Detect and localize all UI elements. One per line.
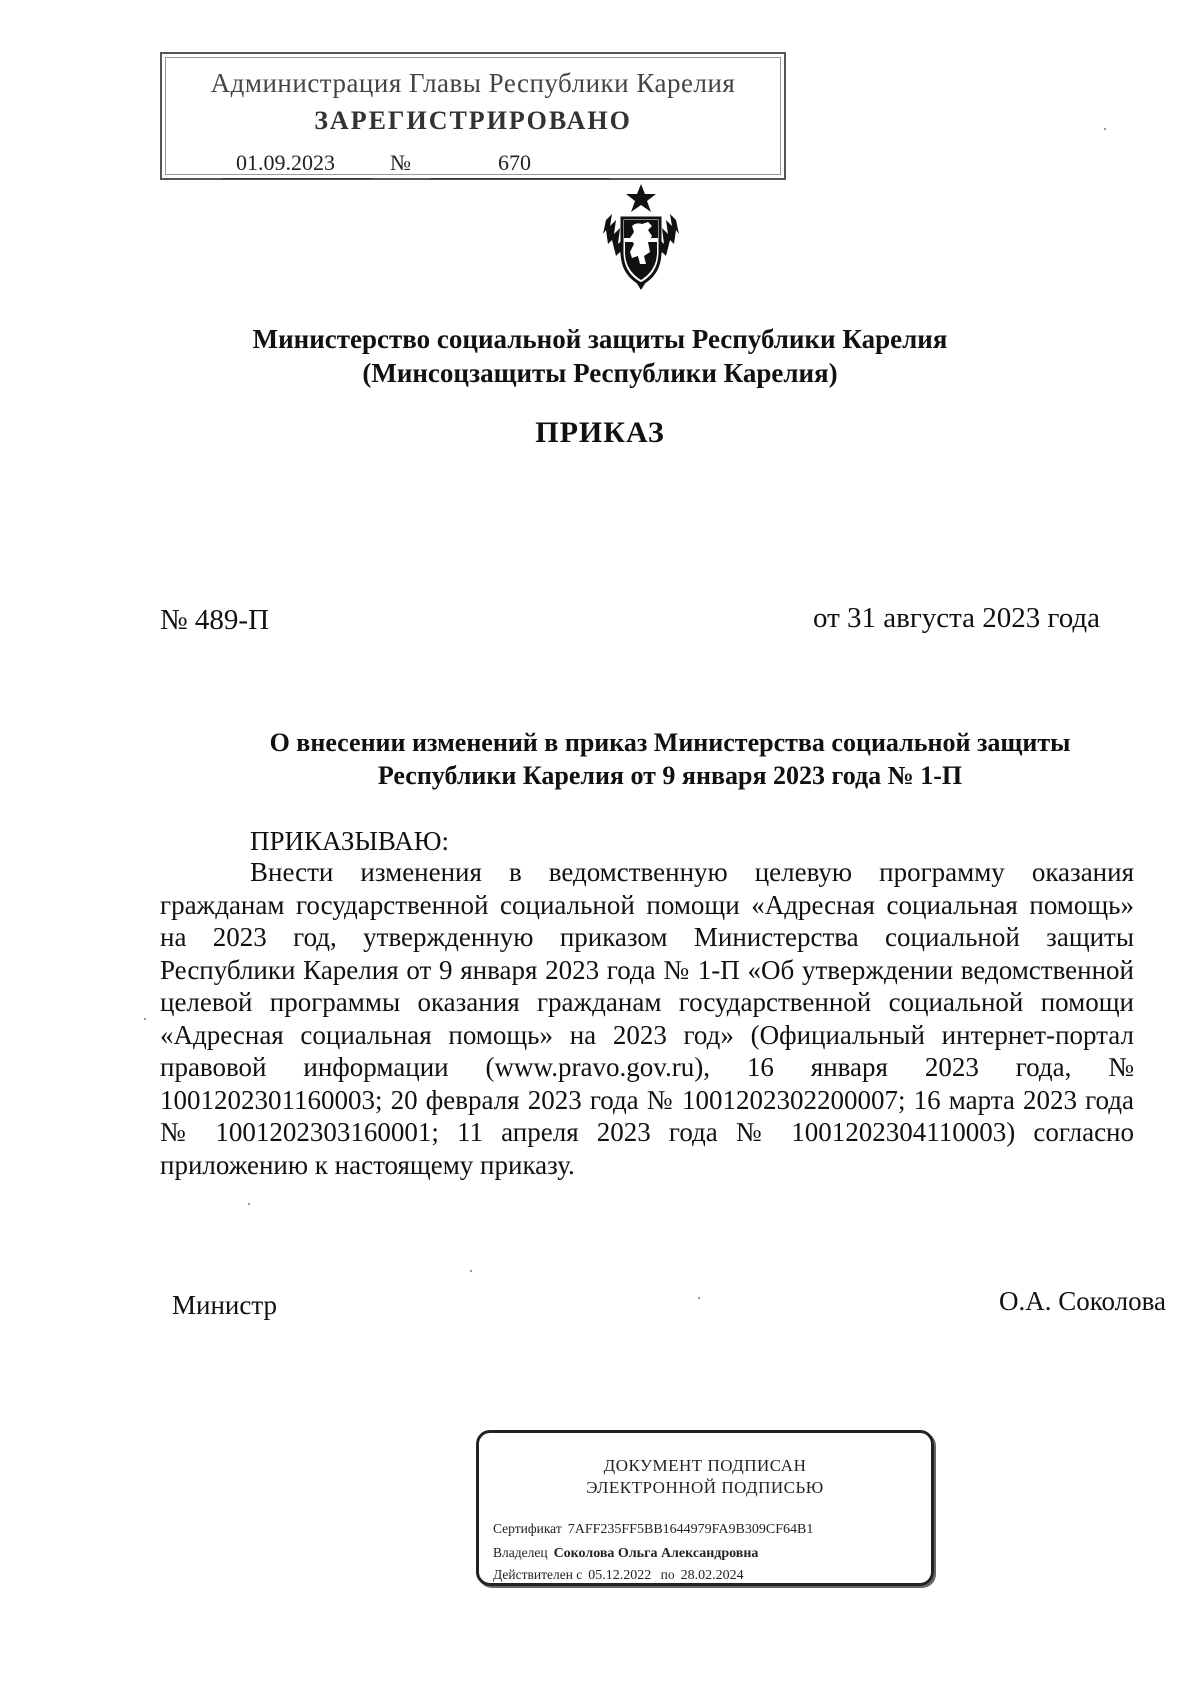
ministry-header (0, 322, 1200, 390)
coat-of-arms-icon (596, 182, 686, 294)
esig-header (479, 1455, 931, 1499)
esig-owner-row (493, 1545, 758, 1562)
esig-valid-to: 28.02.2024 (680, 1568, 744, 1583)
order-number: № 489-П (160, 604, 270, 636)
subject-line-2: Республики Карелия от 9 января 2023 года № 1-П (377, 761, 963, 790)
esig-valid-to-label: по (660, 1567, 675, 1582)
ministry-short-name: (Минсоцзащиты Республики Карелия) (362, 358, 838, 388)
signer-title: Министр (172, 1290, 277, 1320)
decree-word: ПРИКАЗЫВАЮ: (250, 826, 449, 856)
scan-speck (698, 1297, 700, 1299)
stamp-date: 01.09.2023 (236, 150, 335, 175)
order-subject (200, 726, 1140, 792)
esig-certificate-row (493, 1521, 813, 1538)
esig-header-line-1: ДОКУМЕНТ ПОДПИСАН (603, 1456, 807, 1475)
ministry-name: Министерство социальной защиты Республики Карелия (252, 324, 948, 354)
esig-header-line-2: ЭЛЕКТРОННОЙ ПОДПИСЬЮ (586, 1478, 824, 1497)
esig-valid-from: 05.12.2022 (588, 1568, 652, 1583)
stamp-date-underline (222, 178, 372, 179)
stamp-organization: Администрация Главы Республики Карелия (210, 68, 736, 98)
electronic-signature-stamp (476, 1430, 934, 1586)
stamp-number-underline (430, 178, 610, 179)
stamp-number-label: № (390, 150, 411, 175)
signer-name: О.А. Соколова (999, 1286, 1166, 1316)
scan-speck (470, 1270, 472, 1272)
order-date: от 31 августа 2023 года (813, 602, 1100, 634)
order-body-text: Внести изменения в ведомственную целевую программу оказания гражданам государственной социальной помощи «Адресная социальная помощь» на 2023 год, утвержденную приказом Министерства социальной защиты Республики Карелия от 9 января 2023 года № 1-П «Об утверждении ведомственной целевой программы оказания гражданам государственной социальной помощи «Адресная социальная помощь» на 2023 год» (Официальный интернет-портал правовой информации (www.pravo.gov.ru), 16 января 2023 года, № 1001202301160003; 20 февраля 2023 года № 1001202302200007; 16 марта 2023 года № 1001202303160001; 11 апреля 2023 года № 1001202304110003) согласно приложению к настоящему приказу. (160, 857, 1134, 1180)
document-type: ПРИКАЗ (535, 416, 665, 449)
esig-owner-label: Владелец (493, 1545, 548, 1560)
esig-valid-label: Действителен с (493, 1567, 583, 1582)
stamp-number: 670 (498, 150, 531, 175)
scan-speck (248, 1203, 250, 1205)
esig-certificate-label: Сертификат (493, 1521, 562, 1536)
esig-owner-value: Соколова Ольга Александровна (553, 1546, 759, 1561)
subject-line-1: О внесении изменений в приказ Министерства социальной защиты (269, 728, 1071, 757)
stamp-status: ЗАРЕГИСТРИРОВАНО (314, 106, 632, 135)
scan-speck (1104, 128, 1106, 130)
scan-speck (144, 1018, 146, 1020)
esig-validity-row (493, 1567, 744, 1584)
esig-certificate-value: 7AFF235FF5BB1644979FA9B309CF64B1 (567, 1522, 814, 1537)
registration-stamp (160, 52, 786, 180)
